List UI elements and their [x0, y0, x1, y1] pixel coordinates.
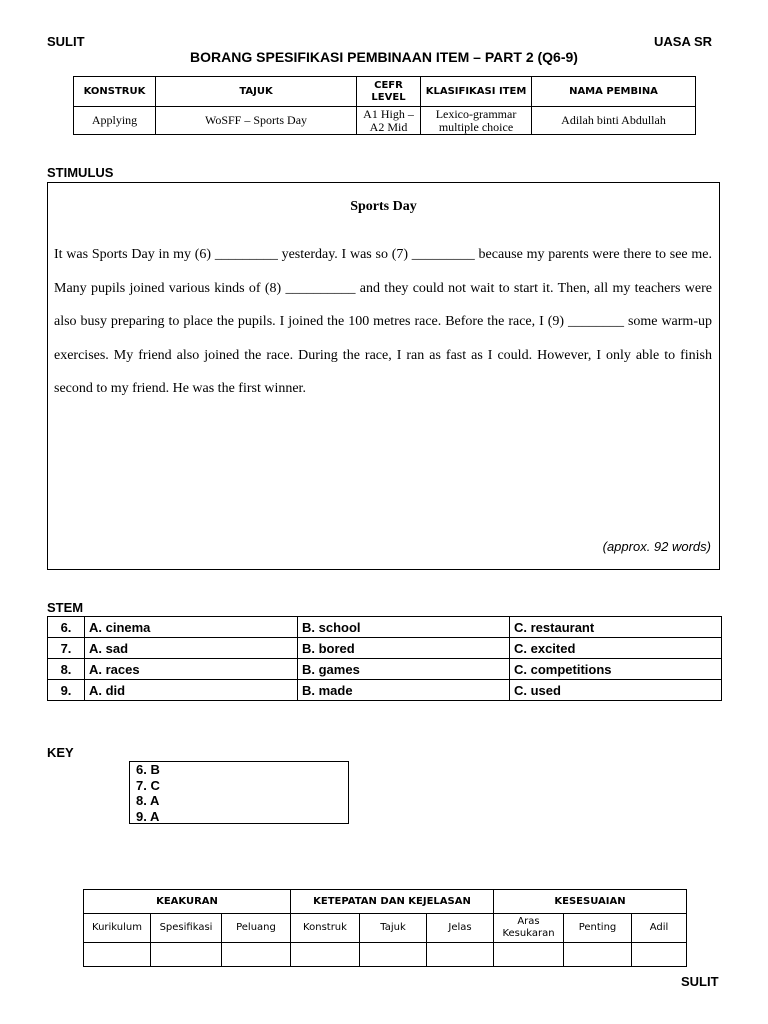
stem-number: 8.	[48, 659, 85, 680]
stem-option-a: A. races	[85, 659, 298, 680]
stem-option-b: B. games	[298, 659, 510, 680]
review-cell-spesifikasi[interactable]	[151, 943, 222, 967]
answer-key-item: 7. C	[136, 777, 160, 793]
spec-header-pembina: NAMA PEMBINA	[532, 77, 696, 107]
review-cell-kurikulum[interactable]	[84, 943, 151, 967]
answer-key-box	[129, 761, 349, 824]
stem-option-c: C. excited	[510, 638, 722, 659]
stimulus-label: STIMULUS	[47, 165, 114, 180]
review-cell-konstruk[interactable]	[291, 943, 360, 967]
stem-option-c: C. used	[510, 680, 722, 701]
review-col-tajuk: Tajuk	[360, 914, 427, 943]
review-group-ketepatan: KETEPATAN DAN KEJELASAN	[291, 890, 494, 914]
stem-option-b: B. bored	[298, 638, 510, 659]
review-cell-jelas[interactable]	[427, 943, 494, 967]
spec-value-konstruk: Applying	[74, 107, 156, 135]
spec-header-tajuk: TAJUK	[156, 77, 357, 107]
stem-option-c: C. competitions	[510, 659, 722, 680]
spec-header-cefr: CEFR LEVEL	[357, 77, 421, 107]
review-cell-peluang[interactable]	[222, 943, 291, 967]
review-col-kurikulum: Kurikulum	[84, 914, 151, 943]
review-col-peluang: Peluang	[222, 914, 291, 943]
answer-key-item: 8. A	[136, 793, 160, 808]
spec-header-klasifikasi: KLASIFIKASI ITEM	[421, 77, 532, 107]
stimulus-title: Sports Day	[350, 199, 417, 214]
spec-value-klasifikasi: Lexico-grammar multiple choice	[421, 107, 532, 135]
stimulus-passage: It was Sports Day in my (6) _________ yesterday. I was so (7) _________ because my parents were there to see me. Many pupils joined various kinds of (8) __________ and they could not wait to start it. Then, all my teachers were also busy preparing to place the pupils. I joined the 100 metres race. Before the race, I (9) ________ some warm-up exercises. My friend also joined the race. During the race, I ran as fast as I could. However, I only able to finish second to my friend. He was the first winner.	[54, 247, 712, 396]
page-title: BORANG SPESIFIKASI PEMBINAAN ITEM – PART 2 (Q6-9)	[190, 49, 578, 65]
spec-value-cefr: A1 High – A2 Mid	[357, 107, 421, 135]
header-left-label: SULIT	[47, 34, 85, 49]
stimulus-box	[47, 182, 720, 570]
stem-number: 7.	[48, 638, 85, 659]
review-column-row	[84, 914, 687, 943]
stem-row	[48, 638, 722, 659]
review-entry-row	[84, 943, 687, 967]
spec-value-pembina: Adilah binti Abdullah	[532, 107, 696, 135]
review-group-row	[84, 890, 687, 914]
stem-option-c: C. restaurant	[510, 617, 722, 638]
review-group-kesesuaian: KESESUAIAN	[494, 890, 687, 914]
stem-option-a: A. sad	[85, 638, 298, 659]
stem-option-b: B. made	[298, 680, 510, 701]
review-col-adil: Adil	[632, 914, 687, 943]
spec-table	[73, 76, 696, 135]
key-label: KEY	[47, 745, 74, 760]
header-right-label: UASA SR	[654, 34, 713, 49]
review-col-jelas: Jelas	[427, 914, 494, 943]
stem-row	[48, 680, 722, 701]
stem-option-b: B. school	[298, 617, 510, 638]
footer-label: SULIT	[681, 974, 719, 989]
spec-header-row	[74, 77, 696, 107]
spec-value-tajuk: WoSFF – Sports Day	[156, 107, 357, 135]
stem-number: 6.	[48, 617, 85, 638]
stem-row	[48, 617, 722, 638]
spec-value-row	[74, 107, 696, 135]
stem-option-a: A. did	[85, 680, 298, 701]
review-col-penting: Penting	[564, 914, 632, 943]
review-cell-penting[interactable]	[564, 943, 632, 967]
review-col-aras-kesukaran: Aras Kesukaran	[494, 914, 564, 943]
answer-key-item: 9. A	[136, 808, 160, 824]
spec-header-konstruk: KONSTRUK	[74, 77, 156, 107]
review-col-konstruk: Konstruk	[291, 914, 360, 943]
review-table	[83, 889, 687, 967]
stem-option-a: A. cinema	[85, 617, 298, 638]
stem-number: 9.	[48, 680, 85, 701]
review-cell-tajuk[interactable]	[360, 943, 427, 967]
answer-key-item: 6. B	[136, 762, 160, 777]
stem-table	[47, 616, 722, 701]
stem-row	[48, 659, 722, 680]
review-cell-adil[interactable]	[632, 943, 687, 967]
word-count-note: (approx. 92 words)	[602, 539, 711, 554]
stem-label: STEM	[47, 600, 84, 615]
review-cell-aras-kesukaran[interactable]	[494, 943, 564, 967]
review-col-spesifikasi: Spesifikasi	[151, 914, 222, 943]
review-group-keakuran: KEAKURAN	[84, 890, 291, 914]
